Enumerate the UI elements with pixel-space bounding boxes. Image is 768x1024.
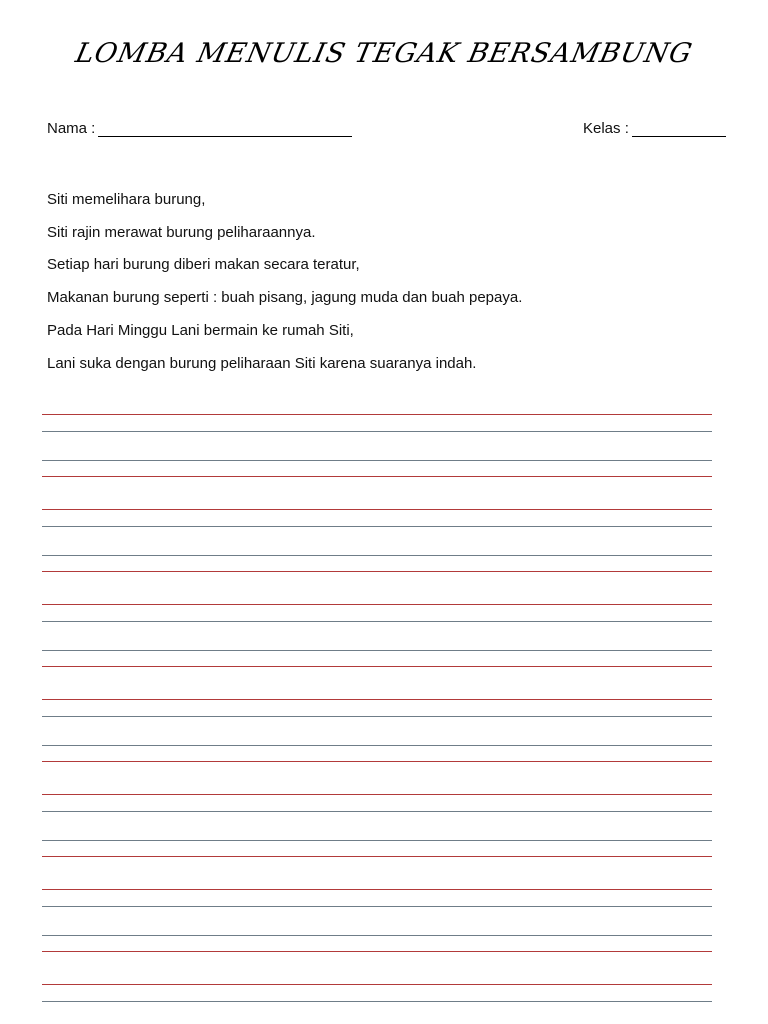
writing-rule-gray — [42, 460, 712, 461]
writing-rule-gray — [42, 840, 712, 841]
writing-rule-gray — [42, 906, 712, 907]
writing-rule-red — [42, 984, 712, 985]
writing-rule-gray — [42, 621, 712, 622]
writing-rule-red — [42, 761, 712, 762]
kelas-field — [583, 120, 726, 137]
writing-rule-gray — [42, 935, 712, 936]
writing-rule-red — [42, 794, 712, 795]
passage-line: Makanan burung seperti : buah pisang, jagung muda dan buah pepaya. — [47, 289, 523, 307]
writing-rule-red — [42, 604, 712, 605]
nama-blank-line[interactable] — [98, 121, 352, 137]
writing-rule-gray — [42, 431, 712, 432]
writing-rule-red — [42, 951, 712, 952]
passage-line: Setiap hari burung diberi makan secara teratur, — [47, 256, 360, 274]
writing-rule-red — [42, 856, 712, 857]
writing-rule-red — [42, 414, 712, 415]
writing-lines-area[interactable] — [42, 400, 712, 1020]
writing-rule-red — [42, 571, 712, 572]
passage-line: Pada Hari Minggu Lani bermain ke rumah Siti, — [47, 321, 354, 339]
writing-rule-red — [42, 509, 712, 510]
kelas-blank-line[interactable] — [632, 121, 726, 137]
nama-label: Nama : — [47, 120, 96, 137]
passage-line: Siti rajin merawat burung peliharaannya. — [47, 223, 316, 241]
passage-line: Siti memelihara burung, — [47, 191, 206, 208]
nama-field — [47, 120, 352, 137]
writing-rule-red — [42, 889, 712, 890]
writing-rule-gray — [42, 650, 712, 651]
writing-rule-red — [42, 699, 712, 700]
kelas-label: Kelas : — [583, 120, 629, 137]
passage-line: Lani suka dengan burung peliharaan Siti karena suaranya indah. — [47, 354, 477, 372]
passage-text — [47, 184, 747, 380]
writing-rule-red — [42, 476, 712, 477]
writing-rule-gray — [42, 555, 712, 556]
writing-rule-gray — [42, 526, 712, 527]
writing-rule-gray — [42, 1001, 712, 1002]
writing-rule-gray — [42, 716, 712, 717]
writing-rule-gray — [42, 811, 712, 812]
page-title: LOMBA MENULIS TEGAK BERSAMBUNG — [72, 38, 696, 69]
writing-rule-gray — [42, 745, 712, 746]
writing-rule-red — [42, 666, 712, 667]
